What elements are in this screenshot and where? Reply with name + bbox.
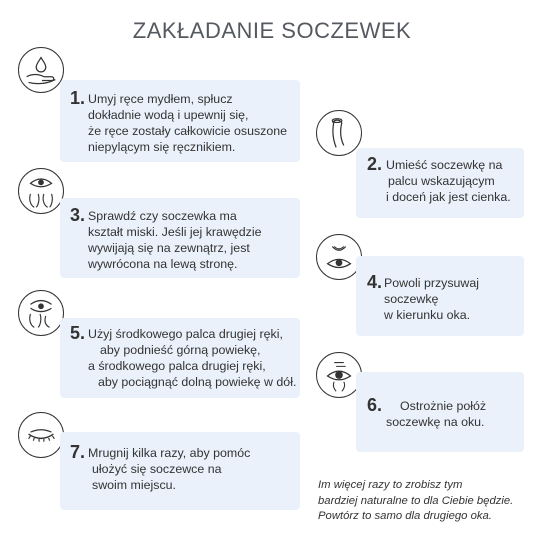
step-6-text: Ostrożnie połóż soczewkę na oku. bbox=[386, 399, 487, 429]
step-7-number: 7. bbox=[70, 442, 86, 462]
step-2-text: Umieść soczewkę na palcu wskazującym i doceń jak jest cienka. bbox=[386, 158, 511, 204]
step-4-text: Powoli przysuwaj soczewkę w kierunku oka. bbox=[384, 276, 480, 322]
finger-lens-icon bbox=[316, 110, 362, 156]
eye-fingers-icon bbox=[18, 168, 64, 214]
step-5-text: Użyj środkowego palca drugiej ręki, aby podnieść górną powiekę, a środkowego palca drugiej ręki, aby pociągnąć dolną powiekę w dół. bbox=[88, 327, 297, 389]
step-7-text: Mrugnij kilka razy, aby pomóc ułożyć się soczewce na swoim miejscu. bbox=[88, 446, 251, 492]
step-6-number: 6. bbox=[367, 395, 383, 415]
page-title: ZAKŁADANIE SOCZEWEK bbox=[132, 18, 412, 43]
step-1-text: Umyj ręce mydłem, spłucz dokładnie wodą i upewnij się, że ręce zostały całkowicie osuszone niepylącym się ręcznikiem. bbox=[88, 92, 288, 154]
eye-lids-fingers-icon bbox=[18, 290, 64, 336]
hand-water-drop-icon bbox=[18, 47, 64, 93]
step-5-number: 5. bbox=[70, 323, 86, 343]
step-3-text: Sprawdź czy soczewka ma kształt miski. Jeśli jej krawędzie wywijają się na zewnątrz, jest wywrócona na lewą stronę. bbox=[88, 209, 262, 271]
step-4-number: 4. bbox=[367, 272, 383, 292]
step-1-number: 1. bbox=[70, 88, 86, 108]
step-2-number: 2. bbox=[367, 154, 383, 174]
step-3-number: 3. bbox=[70, 205, 86, 225]
closing-note: Im więcej razy to zrobisz tym bardziej naturalne to dla Ciebie będzie. Powtórz to samo dla drugiego oka. bbox=[318, 479, 514, 522]
blink-eye-icon bbox=[18, 412, 64, 458]
